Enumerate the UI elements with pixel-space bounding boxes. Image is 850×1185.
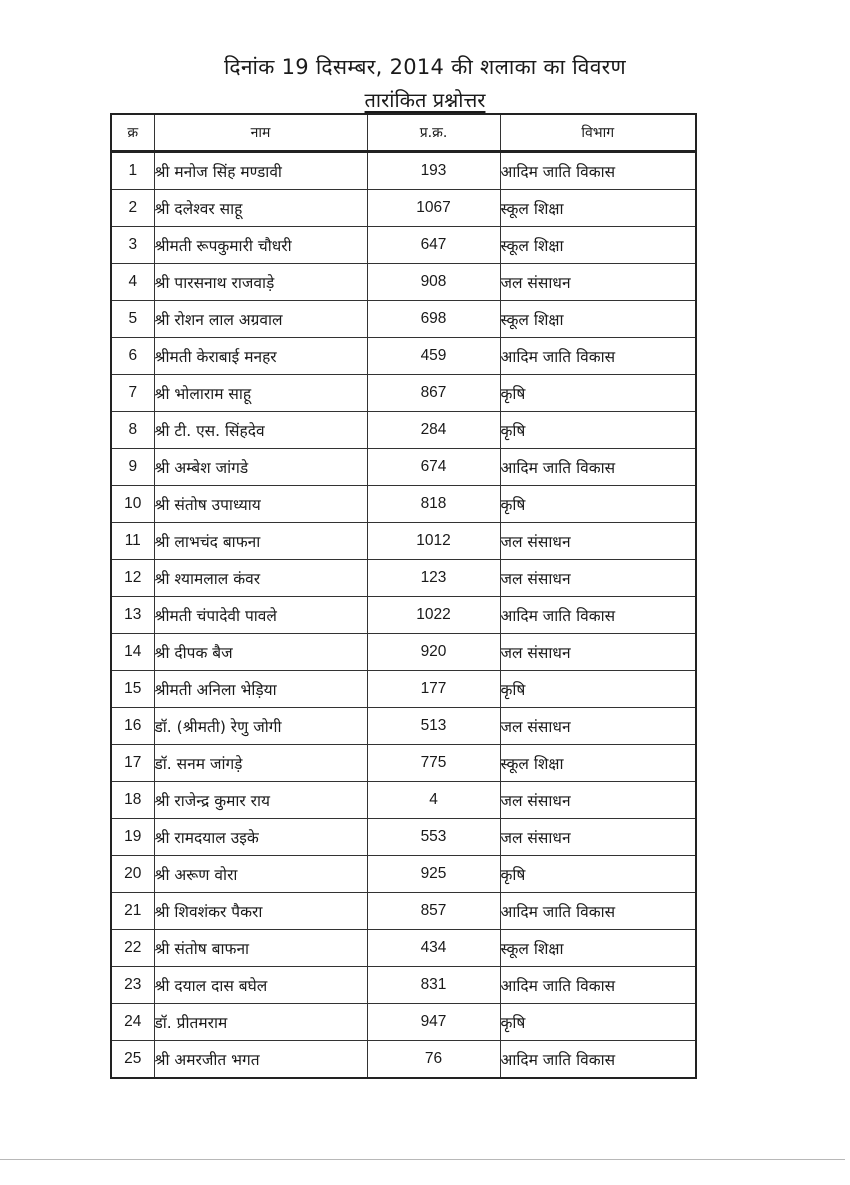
question-number-cell: 284 xyxy=(367,412,500,449)
table-row xyxy=(111,449,696,486)
member-name-cell: श्री दीपक बैज xyxy=(154,634,367,671)
serial-cell: 11 xyxy=(111,523,154,560)
question-number-cell: 920 xyxy=(367,634,500,671)
member-name-cell: श्रीमती अनिला भेड़िया xyxy=(154,671,367,708)
table-row xyxy=(111,486,696,523)
member-name-cell: श्रीमती चंपादेवी पावले xyxy=(154,597,367,634)
question-number-cell: 925 xyxy=(367,856,500,893)
table-row xyxy=(111,375,696,412)
question-number-cell: 857 xyxy=(367,893,500,930)
member-name-cell: डॉ. प्रीतमराम xyxy=(154,1004,367,1041)
serial-cell: 21 xyxy=(111,893,154,930)
question-number-cell: 1022 xyxy=(367,597,500,634)
table-row xyxy=(111,856,696,893)
department-cell: आदिम जाति विकास xyxy=(500,152,696,190)
serial-cell: 6 xyxy=(111,338,154,375)
serial-cell: 23 xyxy=(111,967,154,1004)
member-name-cell: श्री भोलाराम साहू xyxy=(154,375,367,412)
serial-cell: 3 xyxy=(111,227,154,264)
member-name-cell: श्री पारसनाथ राजवाड़े xyxy=(154,264,367,301)
department-cell: जल संसाधन xyxy=(500,819,696,856)
table-row xyxy=(111,560,696,597)
department-cell: कृषि xyxy=(500,1004,696,1041)
document-subtitle: तारांकित प्रश्नोत्तर xyxy=(364,88,486,112)
table-row xyxy=(111,1041,696,1079)
scan-edge-line xyxy=(0,1159,845,1160)
member-name-cell: श्री दयाल दास बघेल xyxy=(154,967,367,1004)
starred-questions-table xyxy=(110,113,697,1079)
member-name-cell: श्री श्यामलाल कंवर xyxy=(154,560,367,597)
serial-cell: 14 xyxy=(111,634,154,671)
table-row xyxy=(111,412,696,449)
header-serial: क्र xyxy=(111,114,154,152)
table-row xyxy=(111,782,696,819)
member-name-cell: श्री लाभचंद बाफना xyxy=(154,523,367,560)
serial-cell: 7 xyxy=(111,375,154,412)
member-name-cell: डॉ. (श्रीमती) रेणु जोगी xyxy=(154,708,367,745)
serial-cell: 8 xyxy=(111,412,154,449)
department-cell: कृषि xyxy=(500,412,696,449)
table-row xyxy=(111,930,696,967)
department-cell: कृषि xyxy=(500,671,696,708)
member-name-cell: श्री राजेन्द्र कुमार राय xyxy=(154,782,367,819)
department-cell: स्कूल शिक्षा xyxy=(500,227,696,264)
member-name-cell: श्री शिवशंकर पैकरा xyxy=(154,893,367,930)
department-cell: जल संसाधन xyxy=(500,634,696,671)
question-number-cell: 775 xyxy=(367,745,500,782)
question-number-cell: 76 xyxy=(367,1041,500,1079)
question-number-cell: 4 xyxy=(367,782,500,819)
member-name-cell: श्रीमती रूपकुमारी चौधरी xyxy=(154,227,367,264)
table-row xyxy=(111,301,696,338)
department-cell: स्कूल शिक्षा xyxy=(500,190,696,227)
member-name-cell: श्री रोशन लाल अग्रवाल xyxy=(154,301,367,338)
table-row xyxy=(111,264,696,301)
member-name-cell: श्री रामदयाल उइके xyxy=(154,819,367,856)
member-name-cell: श्री संतोष उपाध्याय xyxy=(154,486,367,523)
department-cell: कृषि xyxy=(500,856,696,893)
question-number-cell: 818 xyxy=(367,486,500,523)
serial-cell: 25 xyxy=(111,1041,154,1079)
department-cell: कृषि xyxy=(500,375,696,412)
serial-cell: 17 xyxy=(111,745,154,782)
member-name-cell: श्री संतोष बाफना xyxy=(154,930,367,967)
table-row xyxy=(111,1004,696,1041)
serial-cell: 15 xyxy=(111,671,154,708)
table-row xyxy=(111,708,696,745)
member-name-cell: श्री अम्बेश जांगडे xyxy=(154,449,367,486)
question-number-cell: 434 xyxy=(367,930,500,967)
question-number-cell: 553 xyxy=(367,819,500,856)
table-row xyxy=(111,819,696,856)
serial-cell: 18 xyxy=(111,782,154,819)
department-cell: जल संसाधन xyxy=(500,264,696,301)
member-name-cell: डॉ. सनम जांगड़े xyxy=(154,745,367,782)
question-number-cell: 459 xyxy=(367,338,500,375)
table-row xyxy=(111,893,696,930)
serial-cell: 1 xyxy=(111,152,154,190)
table-row xyxy=(111,338,696,375)
department-cell: आदिम जाति विकास xyxy=(500,1041,696,1079)
serial-cell: 16 xyxy=(111,708,154,745)
question-number-cell: 1067 xyxy=(367,190,500,227)
table-row xyxy=(111,671,696,708)
question-number-cell: 193 xyxy=(367,152,500,190)
department-cell: आदिम जाति विकास xyxy=(500,338,696,375)
question-number-cell: 698 xyxy=(367,301,500,338)
serial-cell: 19 xyxy=(111,819,154,856)
table-row xyxy=(111,227,696,264)
serial-cell: 12 xyxy=(111,560,154,597)
serial-cell: 10 xyxy=(111,486,154,523)
serial-cell: 9 xyxy=(111,449,154,486)
department-cell: जल संसाधन xyxy=(500,782,696,819)
department-cell: स्कूल शिक्षा xyxy=(500,930,696,967)
question-number-cell: 947 xyxy=(367,1004,500,1041)
question-number-cell: 831 xyxy=(367,967,500,1004)
department-cell: आदिम जाति विकास xyxy=(500,597,696,634)
question-number-cell: 647 xyxy=(367,227,500,264)
department-cell: कृषि xyxy=(500,486,696,523)
question-number-cell: 674 xyxy=(367,449,500,486)
question-number-cell: 1012 xyxy=(367,523,500,560)
department-cell: जल संसाधन xyxy=(500,560,696,597)
header-department: विभाग xyxy=(500,114,696,152)
header-question-no: प्र.क्र. xyxy=(367,114,500,152)
member-name-cell: श्री अरूण वोरा xyxy=(154,856,367,893)
question-number-cell: 177 xyxy=(367,671,500,708)
department-cell: आदिम जाति विकास xyxy=(500,893,696,930)
serial-cell: 5 xyxy=(111,301,154,338)
table-row xyxy=(111,745,696,782)
table-header-row xyxy=(111,114,696,152)
table-row xyxy=(111,523,696,560)
department-cell: स्कूल शिक्षा xyxy=(500,301,696,338)
serial-cell: 20 xyxy=(111,856,154,893)
question-number-cell: 908 xyxy=(367,264,500,301)
serial-cell: 4 xyxy=(111,264,154,301)
document-title: दिनांक 19 दिसम्बर, 2014 की शलाका का विवरण xyxy=(223,55,627,79)
department-cell: आदिम जाति विकास xyxy=(500,449,696,486)
header-name: नाम xyxy=(154,114,367,152)
table-row xyxy=(111,190,696,227)
serial-cell: 13 xyxy=(111,597,154,634)
serial-cell: 22 xyxy=(111,930,154,967)
table-row xyxy=(111,967,696,1004)
table-body xyxy=(111,152,696,1079)
question-number-cell: 513 xyxy=(367,708,500,745)
department-cell: आदिम जाति विकास xyxy=(500,967,696,1004)
member-name-cell: श्री मनोज सिंह मण्डावी xyxy=(154,152,367,190)
department-cell: जल संसाधन xyxy=(500,523,696,560)
serial-cell: 2 xyxy=(111,190,154,227)
member-name-cell: श्री दलेश्वर साहू xyxy=(154,190,367,227)
question-number-cell: 867 xyxy=(367,375,500,412)
question-number-cell: 123 xyxy=(367,560,500,597)
table-row xyxy=(111,634,696,671)
member-name-cell: श्री टी. एस. सिंहदेव xyxy=(154,412,367,449)
member-name-cell: श्री अमरजीत भगत xyxy=(154,1041,367,1079)
serial-cell: 24 xyxy=(111,1004,154,1041)
department-cell: स्कूल शिक्षा xyxy=(500,745,696,782)
member-name-cell: श्रीमती केराबाई मनहर xyxy=(154,338,367,375)
department-cell: जल संसाधन xyxy=(500,708,696,745)
table-row xyxy=(111,152,696,190)
table-row xyxy=(111,597,696,634)
